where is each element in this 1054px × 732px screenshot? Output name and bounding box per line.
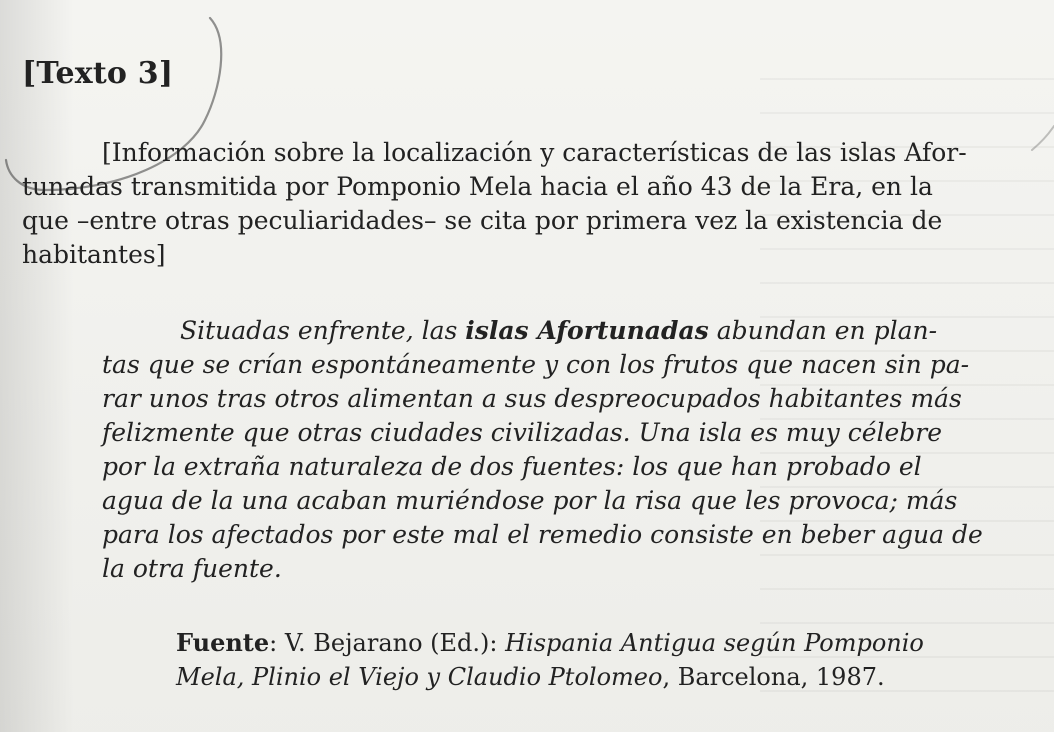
intro-line: tunadas transmitida por Pomponio Mela hacia el año 43 de la Era, en la (22, 172, 933, 201)
quote-paragraph (102, 314, 1002, 586)
source-line-1 (176, 626, 996, 660)
quote-line: para los afectados por este mal el remedio consiste en beber agua de (102, 520, 983, 549)
source-label: Fuente (176, 628, 270, 657)
intro-paragraph (22, 136, 1022, 272)
quote-line-1-pre: Situadas enfrente, las (180, 316, 466, 345)
intro-line: habitantes] (22, 240, 166, 269)
quote-line-1-post: abundan en plan- (708, 316, 938, 345)
quote-line: la otra fuente. (102, 554, 282, 583)
quote-line-1-bold: islas Afortunadas (465, 316, 709, 345)
source-title-part-1: Hispania Antigua según Pomponio (505, 629, 924, 657)
page-title: [Texto 3] (22, 56, 174, 91)
source-title-part-2: Mela, Plinio el Viejo y Claudio Ptolomeo (176, 663, 663, 691)
intro-line: que –entre otras peculiaridades– se cita por primera vez la existencia de (22, 206, 943, 235)
source-line-2 (176, 660, 996, 694)
quote-line: tas que se crían espontáneamente y con los frutos que nacen sin pa- (102, 350, 970, 379)
source-citation (176, 626, 996, 694)
quote-line: rar unos tras otros alimentan a sus despreocupados habitantes más (102, 384, 962, 413)
quote-line: por la extraña naturaleza de dos fuentes: los que han probado el (102, 452, 922, 481)
quote-line (102, 314, 1002, 348)
quote-line: agua de la una acaban muriéndose por la risa que les provoca; más (102, 486, 958, 515)
source-after-label: : V. Bejarano (Ed.): (269, 629, 506, 657)
quote-line: felizmente que otras ciudades civilizadas. Una isla es muy célebre (102, 418, 943, 447)
source-tail: , Barcelona, 1987. (662, 663, 885, 691)
intro-line: [Información sobre la localización y características de las islas Afor- (102, 138, 967, 167)
